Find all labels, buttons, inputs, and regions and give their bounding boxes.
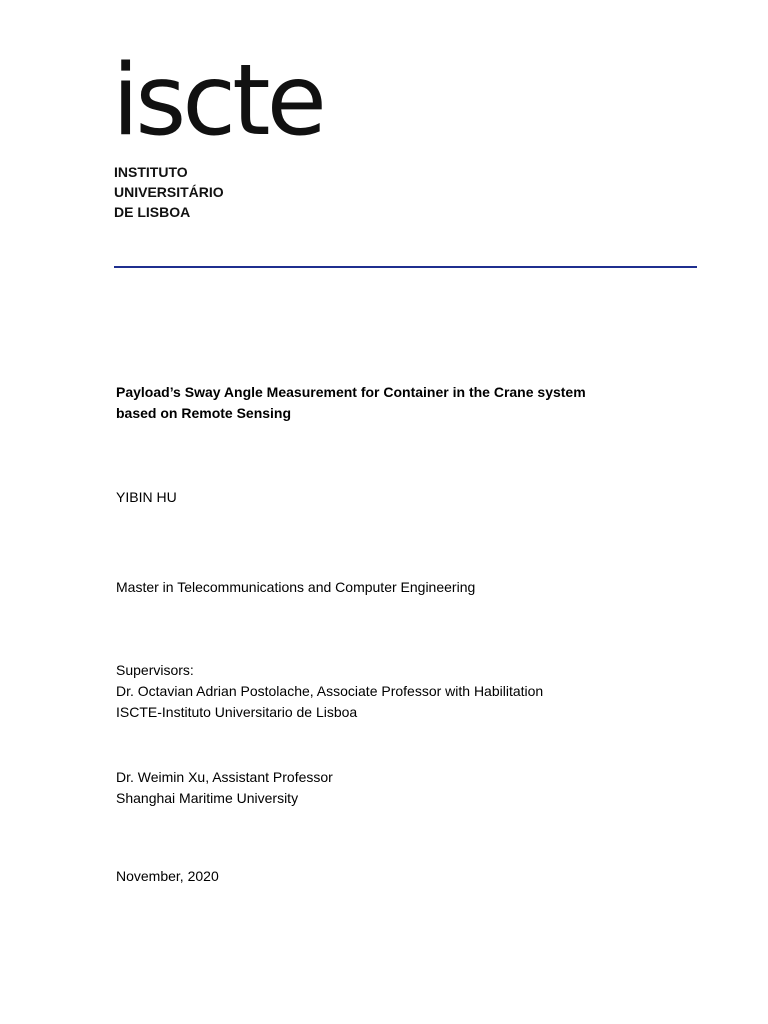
author-name: YIBIN HU — [116, 489, 177, 505]
degree-program: Master in Telecommunications and Computer Engineering — [116, 579, 476, 595]
supervisor-2-institution: Shanghai Maritime University — [116, 790, 299, 806]
submission-date: November, 2020 — [116, 868, 219, 884]
thesis-title — [116, 382, 586, 424]
supervisor-2-name: Dr. Weimin Xu, Assistant Professor — [116, 769, 333, 785]
iscte-logo-wordmark: iscte — [112, 44, 323, 158]
thesis-title-line-2: based on Remote Sensing — [116, 405, 292, 421]
supervisor-1-name: Dr. Octavian Adrian Postolache, Associate Professor with Habilitation — [116, 683, 544, 699]
supervisor-1-institution: ISCTE-Instituto Universitario de Lisboa — [116, 704, 358, 720]
thesis-title-line-1: Payload’s Sway Angle Measurement for Container in the Crane system — [116, 384, 586, 400]
supervisors-block — [116, 660, 543, 723]
logo-line-2: UNIVERSITÁRIO — [114, 184, 224, 200]
supervisors-heading: Supervisors: — [116, 662, 194, 678]
iscte-logo-subtitle — [114, 162, 224, 222]
logo-line-3: DE LISBOA — [114, 204, 191, 220]
header-divider — [114, 266, 697, 268]
supervisor-2-block — [116, 767, 333, 809]
logo-line-1: INSTITUTO — [114, 164, 188, 180]
